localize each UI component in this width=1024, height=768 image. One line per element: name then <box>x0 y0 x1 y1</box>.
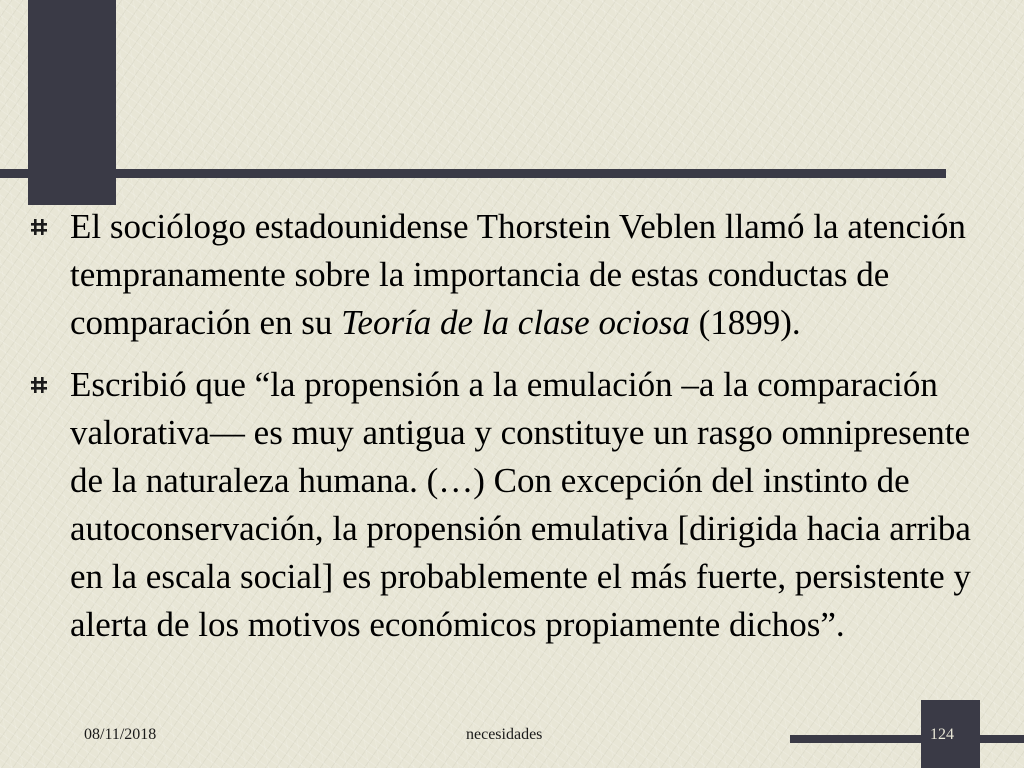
bullet-text-part: Escribió que “la propensión a la emulación –a la comparación valorativa— es muy antigua y constituye un rasgo omnipresente de la naturaleza humana. (…) Con excepción del instinto de autoconservación, la propensión emulativa [dirigida hacia arriba en la escala social] es probablemente el más fuerte, persistente y alerta de los motivos económicos propiamente dichos”. <box>70 365 971 644</box>
book-title: Teoría de la clase ociosa <box>341 303 690 342</box>
bullet-text-part: (1899). <box>689 303 801 342</box>
decorative-line-top <box>0 169 946 178</box>
page-number: 124 <box>930 726 954 743</box>
bullet-text-part: El sociólogo estadounidense Thorstein Veblen llamó la atención tempranamente sobre la importancia de estas conductas de comparación en su <box>70 207 966 342</box>
footer-date: 08/11/2018 <box>84 726 157 743</box>
bullet-text <box>70 361 1000 649</box>
hash-bullet-icon <box>28 361 70 409</box>
footer-topic: necesidades <box>466 726 543 743</box>
slide-content <box>28 203 1000 663</box>
bullet-item-2 <box>28 361 1000 649</box>
decorative-line-bottom <box>790 735 1024 743</box>
hash-bullet-icon <box>28 203 70 251</box>
bullet-text <box>70 203 1000 347</box>
bullet-item-1 <box>28 203 1000 347</box>
